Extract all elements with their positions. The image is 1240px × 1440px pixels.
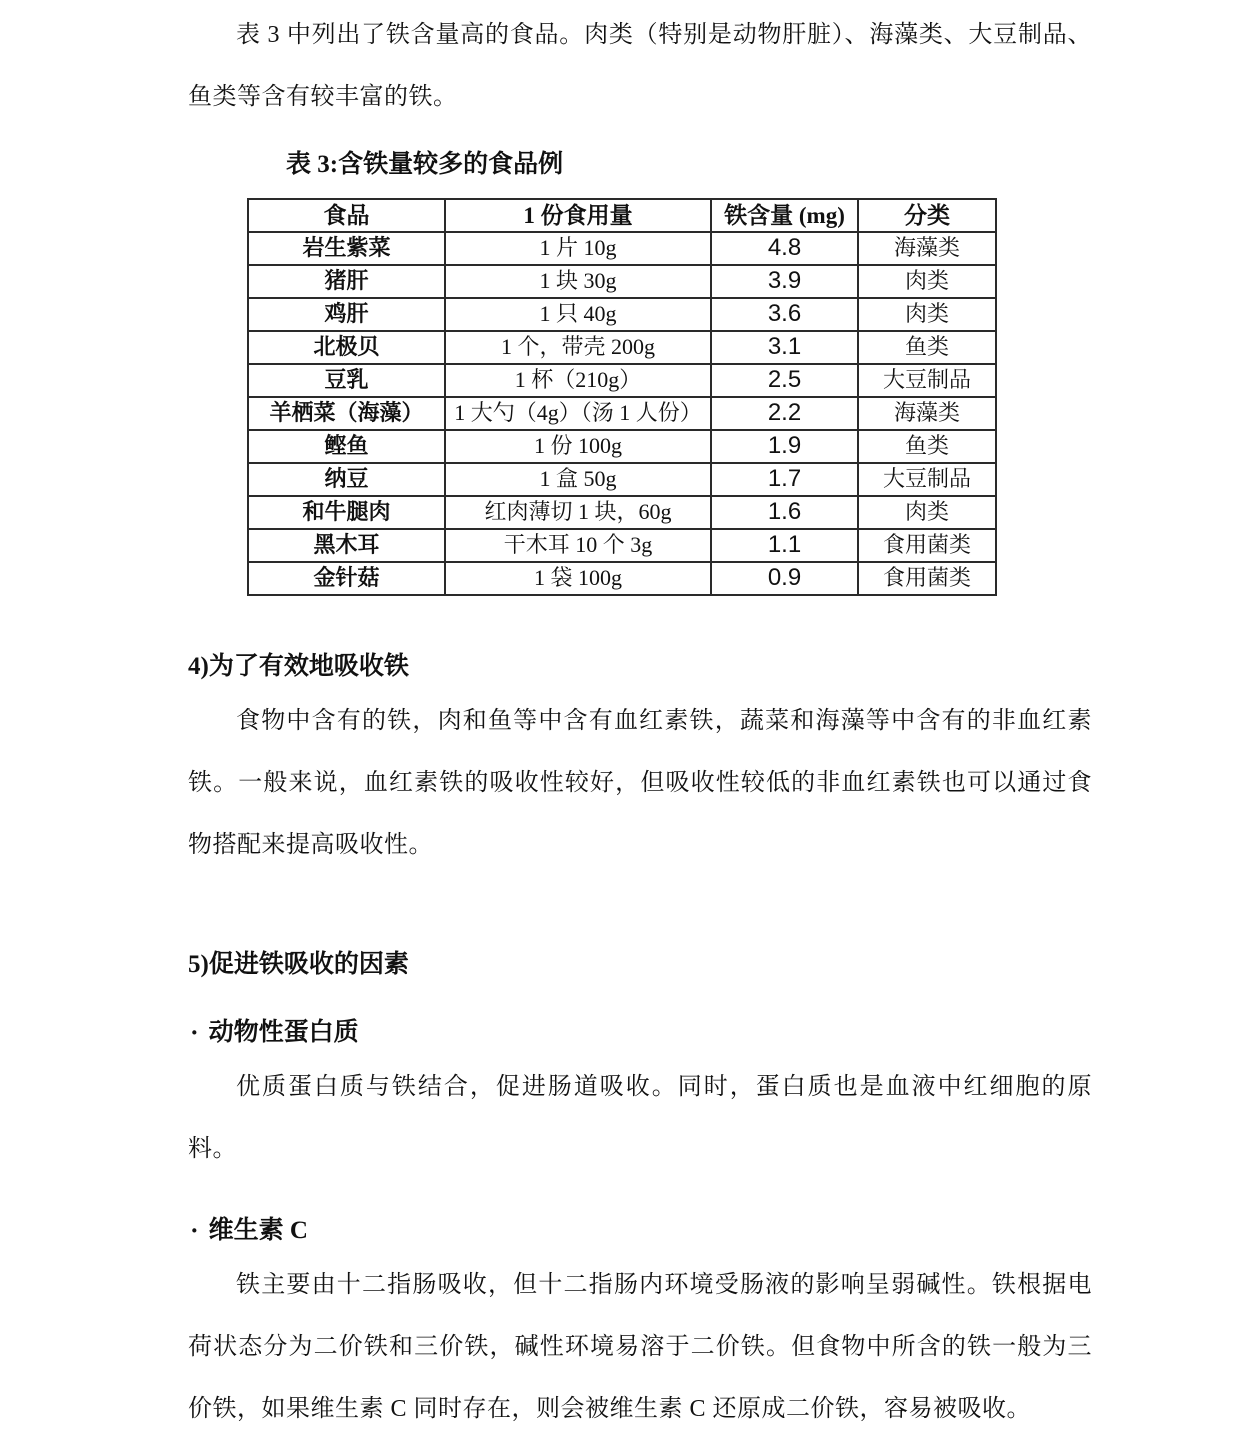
column-header-category: 分类 xyxy=(858,199,996,232)
column-header-food: 食品 xyxy=(248,199,445,232)
cell-food: 北极贝 xyxy=(248,331,445,364)
table-row xyxy=(248,364,996,397)
cell-serving: 1 大勺（4g）（汤 1 人份） xyxy=(445,397,711,430)
cell-food: 和牛腿肉 xyxy=(248,496,445,529)
table-row xyxy=(248,397,996,430)
cell-category: 鱼类 xyxy=(858,430,996,463)
section4-heading: 4)为了有效地吸收铁 xyxy=(188,653,409,680)
cell-serving: 1 盒 50g xyxy=(445,463,711,496)
table-row xyxy=(248,298,996,331)
subheading-animal-protein xyxy=(188,1016,1092,1050)
cell-food: 纳豆 xyxy=(248,463,445,496)
table-row xyxy=(248,265,996,298)
bullet-dot-icon: · xyxy=(190,1216,199,1245)
cell-category: 大豆制品 xyxy=(858,364,996,397)
table-row xyxy=(248,496,996,529)
column-header-serving: 1 份食用量 xyxy=(445,199,711,232)
section5-heading: 5)促进铁吸收的因素 xyxy=(188,951,409,978)
cell-serving: 1 只 40g xyxy=(445,298,711,331)
cell-food: 猪肝 xyxy=(248,265,445,298)
cell-iron: 1.7 xyxy=(711,463,858,496)
cell-food: 豆乳 xyxy=(248,364,445,397)
cell-category: 食用菌类 xyxy=(858,562,996,595)
cell-iron: 4.8 xyxy=(711,232,858,265)
table-row xyxy=(248,430,996,463)
cell-serving: 1 个，带壳 200g xyxy=(445,331,711,364)
table-row xyxy=(248,562,996,595)
cell-food: 金针菇 xyxy=(248,562,445,595)
cell-food: 羊栖菜（海藻） xyxy=(248,397,445,430)
cell-category: 食用菌类 xyxy=(858,529,996,562)
cell-iron: 3.6 xyxy=(711,298,858,331)
cell-serving: 1 杯（210g） xyxy=(445,364,711,397)
cell-serving: 1 片 10g xyxy=(445,232,711,265)
table-title: 表 3:含铁量较多的食品例 xyxy=(286,151,564,178)
subheading-vitamin-c-label: 维生素 C xyxy=(208,1217,308,1244)
table-row xyxy=(248,529,996,562)
cell-iron: 3.1 xyxy=(711,331,858,364)
cell-serving: 干木耳 10 个 3g xyxy=(445,529,711,562)
vitamin-c-paragraph: 铁主要由十二指肠吸收，但十二指肠内环境受肠液的影响呈弱碱性。铁根据电荷状态分为二价铁和三价铁，碱性环境易溶于二价铁。但食物中所含的铁一般为三价铁，如果维生素 C 同时存在，则会被维生素 C 还原成二价铁，容易被吸收。 xyxy=(188,1272,1092,1422)
table-row xyxy=(248,463,996,496)
table-row xyxy=(248,232,996,265)
table-header-row xyxy=(248,199,996,232)
cell-iron: 3.9 xyxy=(711,265,858,298)
cell-iron: 1.6 xyxy=(711,496,858,529)
cell-iron: 1.1 xyxy=(711,529,858,562)
cell-category: 鱼类 xyxy=(858,331,996,364)
cell-category: 海藻类 xyxy=(858,397,996,430)
cell-food: 黑木耳 xyxy=(248,529,445,562)
cell-category: 肉类 xyxy=(858,265,996,298)
section4-paragraph: 食物中含有的铁，肉和鱼等中含有血红素铁，蔬菜和海藻等中含有的非血红素铁。一般来说，血红素铁的吸收性较好，但吸收性较低的非血红素铁也可以通过食物搭配来提高吸收性。 xyxy=(188,708,1092,858)
bullet-dot-icon: · xyxy=(190,1018,199,1047)
cell-iron: 0.9 xyxy=(711,562,858,595)
cell-serving: 1 份 100g xyxy=(445,430,711,463)
cell-serving: 红肉薄切 1 块，60g xyxy=(445,496,711,529)
intro-paragraph: 表 3 中列出了铁含量高的食品。肉类（特别是动物肝脏）、海藻类、大豆制品、鱼类等含有较丰富的铁。 xyxy=(188,22,1092,110)
cell-serving: 1 袋 100g xyxy=(445,562,711,595)
cell-food: 岩生紫菜 xyxy=(248,232,445,265)
subheading-animal-protein-label: 动物性蛋白质 xyxy=(208,1019,359,1046)
cell-iron: 2.5 xyxy=(711,364,858,397)
animal-protein-paragraph: 优质蛋白质与铁结合，促进肠道吸收。同时，蛋白质也是血液中红细胞的原料。 xyxy=(188,1074,1092,1162)
cell-category: 大豆制品 xyxy=(858,463,996,496)
subheading-vitamin-c xyxy=(188,1214,1092,1248)
cell-iron: 2.2 xyxy=(711,397,858,430)
cell-category: 海藻类 xyxy=(858,232,996,265)
cell-category: 肉类 xyxy=(858,298,996,331)
cell-food: 鲣鱼 xyxy=(248,430,445,463)
table-row xyxy=(248,331,996,364)
cell-serving: 1 块 30g xyxy=(445,265,711,298)
iron-content-table xyxy=(247,198,997,596)
cell-food: 鸡肝 xyxy=(248,298,445,331)
column-header-iron: 铁含量 (mg) xyxy=(711,199,858,232)
cell-iron: 1.9 xyxy=(711,430,858,463)
cell-category: 肉类 xyxy=(858,496,996,529)
